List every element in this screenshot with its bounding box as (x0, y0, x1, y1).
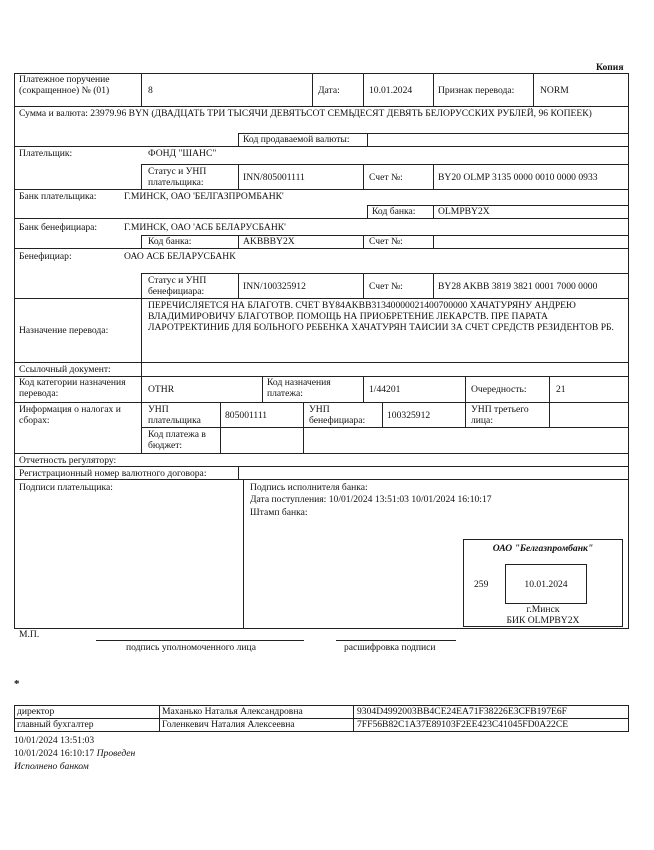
signer-role: главный бухгалтер (17, 719, 94, 730)
beneficiary-unp: INN/100325912 (243, 281, 306, 292)
payer-name: ФОНД "ШАНС" (148, 148, 217, 159)
doc-number: 8 (148, 85, 153, 96)
footer-line2 (14, 748, 135, 759)
payer-bank-code-label: Код банка: (372, 206, 416, 217)
bank-sign-label: Подпись исполнителя банка: (250, 482, 368, 493)
bank-stamp (463, 539, 623, 627)
payer-bank-name: Г.МИНСК, ОАО 'БЕЛГАЗПРОМБАНК' (124, 191, 284, 202)
stamp-date: 10.01.2024 (524, 579, 568, 590)
beneficiary-bank-code: AKBBBY2X (243, 236, 295, 247)
regulator-label: Отчетность регулятору: (19, 455, 117, 466)
date-label: Дата: (318, 85, 340, 96)
transfer-sign-value: NORM (540, 85, 569, 96)
purpose-code: 1/44201 (369, 384, 401, 395)
authorized-signature-line (96, 640, 304, 641)
stamp-date-box (505, 564, 587, 604)
beneficiary-bank-code-label: Код банка: (148, 236, 192, 247)
beneficiary-account-label: Счет №: (369, 281, 403, 292)
footer-line2-time: 10/01/2024 16:10:17 (14, 748, 95, 759)
stamp-label: Штамп банка: (250, 507, 308, 518)
priority-value: 21 (556, 384, 566, 395)
beneficiary-bank-account-label: Счет №: (369, 236, 403, 247)
payer-bank-label: Банк плательщика: (19, 191, 97, 202)
date-value: 10.01.2024 (369, 85, 413, 96)
payer-status-label: Статус и УНП плательщика: (148, 166, 207, 189)
beneficiary-bank-name: Г.МИНСК, ОАО 'АСБ БЕЛАРУСБАНК' (124, 222, 286, 233)
footer-line3: Исполнено банком (14, 761, 89, 772)
signature-decoding-line (336, 640, 456, 641)
category-value: OTHR (148, 384, 175, 395)
third-unp-label: УНП третьего лица: (471, 404, 529, 427)
sig-caption-left: подпись уполномоченного лица (126, 642, 256, 653)
payer-unp-tax: 805001111 (225, 410, 268, 421)
beneficiary-bank-label: Банк бенефициара: (19, 222, 98, 233)
signer-name: Маханько Наталья Александровна (162, 706, 303, 717)
asterisk-mark: * (14, 678, 20, 690)
signer-hash: 9304D4992003BB4CE24EA71F38226E3CFB197E6F (357, 706, 568, 717)
payer-unp: INN/805001111 (243, 172, 305, 183)
payer-account: BY20 OLMP 3135 0000 0010 0000 0933 (438, 172, 598, 183)
purpose-text: ПЕРЕЧИСЛЯЕТСЯ НА БЛАГОТВ. СЧЕТ BY84AKBB31340000021400700000 ХАЧАТУРЯНУ АНДРЕЮ ВЛАДИМИРОВИЧУ БЛАГОТВОР. ПОМОЩЬ НА ПРИОБРЕТЕНИЕ ЛЕКАРСТВ. ПРЕ ПАРАТА ЛАРОТРЕКТИНИБ ДЛЯ БОЛЬНОГО РЕБЕНКА ХАЧАТУРЯН ТАИСИИ ЗА СЧЕТ СРЕДСТВ РЕЗИДЕНТОВ РБ. (148, 300, 614, 334)
transfer-sign-label: Признак перевода: (438, 85, 515, 96)
beneficiary-name: ОАО АСБ БЕЛАРУСБАНК (124, 251, 236, 262)
copy-label: Копия (596, 62, 624, 73)
stamp-city: г.Минск (526, 604, 560, 615)
stamp-bank-name: ОАО "Белгазпромбанк" (492, 543, 594, 554)
amount-text: Сумма и валюта: 23979.96 BYN (ДВАДЦАТЬ ТРИ ТЫСЯЧИ ДЕВЯТЬСОТ СЕМЬДЕСЯТ ДЕВЯТЬ БЕЛОРУССКИХ РУБЛЕЙ, 96 КОПЕЕК) (19, 108, 592, 119)
footer-line2-status: Проведен (96, 748, 136, 759)
beneficiary-account: BY28 AKBB 3819 3821 0001 7000 0000 (438, 281, 598, 292)
beneficiary-label: Бенефициар: (19, 251, 72, 262)
priority-label: Очередность: (471, 384, 527, 395)
category-label: Код категории назначения перевода: (19, 377, 126, 400)
purpose-code-label: Код назначения платежа: (267, 377, 331, 400)
footer-line1: 10/01/2024 13:51:03 (14, 735, 95, 746)
payer-unp-tax-label: УНП плательщика (148, 404, 201, 427)
taxes-label: Информация о налогах и сборах: (19, 404, 121, 427)
payer-signatures-label: Подписи плательщика: (19, 482, 113, 493)
reference-doc-label: Ссылочный документ: (19, 364, 111, 375)
doc-title-label: Платежное поручение (сокращенное) № (01) (19, 74, 110, 97)
benef-unp-tax-label: УНП бенефициара: (309, 404, 366, 427)
purpose-label: Назначение перевода: (19, 325, 109, 336)
payer-bank-code: OLMPBY2X (438, 206, 490, 217)
mp-label: М.П. (19, 629, 40, 640)
contract-label: Регистрационный номер валютного договора: (19, 468, 207, 479)
benef-unp-tax: 100325912 (387, 410, 431, 421)
signer-name: Голенкевич Наталия Алексеевна (162, 719, 295, 730)
payer-account-label: Счет №: (369, 172, 403, 183)
signer-role: директор (17, 706, 55, 717)
received-line: Дата поступления: 10/01/2024 13:51:03 10/01/2024 16:10:17 (250, 494, 492, 505)
sig-caption-right: расшифровка подписи (344, 642, 436, 653)
payer-label: Плательщик: (19, 148, 73, 159)
signer-hash: 7FF56B82C1A37E89103F2EE423C41045FD0A22CE (357, 719, 569, 730)
sold-currency-label: Код продаваемой валюты: (243, 134, 350, 145)
beneficiary-status-label: Статус и УНП бенефициара: (148, 275, 207, 298)
stamp-number: 259 (474, 579, 489, 590)
budget-code-label: Код платежа в бюджет: (148, 429, 206, 452)
stamp-bik: БИК OLMPBY2X (506, 615, 580, 626)
